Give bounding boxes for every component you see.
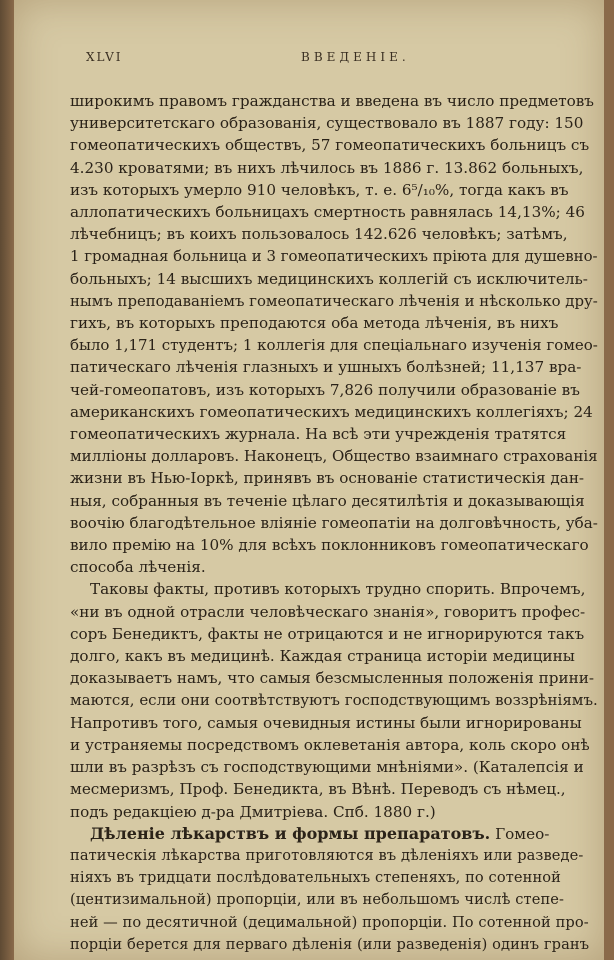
text-line: ніяхъ въ тридцати послѣдовательныхъ степеняхъ, по сотенной: [70, 869, 561, 887]
text-line: доказываетъ намъ, что самыя безсмысленныя положенія прини-: [70, 669, 594, 688]
text-line: воочію благодѣтельное вліяніе гомеопатіи на долговѣчность, уба-: [70, 513, 598, 532]
text-line: 1 громадная больница и 3 гомеопатическихъ пріюта для душевно-: [70, 247, 598, 266]
text-line: маются, если они соотвѣтствуютъ господствующимъ воззрѣніямъ.: [70, 691, 598, 710]
text-line: способа лѣченія.: [70, 558, 206, 577]
text-line: нымъ преподаваніемъ гомеопатическаго лѣченія и нѣсколько дру-: [70, 291, 598, 310]
text-line: гомеопатическихъ обществъ, 57 гомеопатическихъ больницъ съ: [70, 136, 590, 155]
page-number: XLVI: [86, 50, 123, 64]
section-heading-continuation: Гомео-: [495, 824, 550, 843]
paragraph-benedikt-quote: [70, 578, 598, 822]
text-line: американскихъ гомеопатическихъ медицинскихъ коллегіяхъ; 24: [70, 402, 593, 421]
text-line: жизни въ Нью-Іоркѣ, принявъ въ основаніе статистическія дан-: [70, 469, 585, 488]
text-line: подъ редакціею д-ра Дмитріева. Спб. 1880 г.): [70, 802, 436, 821]
text-line: месмеризмъ, Проф. Бенедикта, въ Вѣнѣ. Переводъ съ нѣмец.,: [70, 780, 566, 799]
text-line: долго, какъ въ медицинѣ. Каждая страница исторіи медицины: [70, 647, 575, 666]
page-binding-edge: [0, 0, 14, 960]
section-division-of-medicines: [70, 823, 598, 956]
text-line: гомеопатическихъ журнала. На всѣ эти учрежденія тратятся: [70, 425, 567, 444]
text-line: (центизимальной) пропорціи, или въ небольшомъ числѣ степе-: [70, 891, 565, 909]
text-line: шли въ разрѣзъ съ господствующими мнѣніями». (Каталепсія и: [70, 758, 584, 777]
text-line: аллопатическихъ больницахъ смертность равнялась 14,13%; 46: [70, 203, 585, 222]
paragraph-statistics: [70, 90, 598, 578]
text-line: изъ которыхъ умерло 910 человѣкъ, т. е. 6⁵/₁₀%, тогда какъ въ: [70, 180, 569, 199]
text-line: было 1,171 студентъ; 1 коллегія для спеціальнаго изученія гомео-: [70, 336, 598, 355]
text-line: лѣчебницъ; въ коихъ пользовалось 142.626 человѣкъ; затѣмъ,: [70, 225, 568, 244]
text-line: ней — по десятичной (децимальной) пропорціи. По сотенной про-: [70, 913, 589, 931]
text-line: больныхъ; 14 высшихъ медицинскихъ коллегій съ исключитель-: [70, 269, 588, 288]
text-line: Таковы факты, противъ которыхъ трудно спорить. Впрочемъ,: [90, 580, 586, 599]
text-line: и устраняемы посредствомъ оклеветанія автора, коль скоро онѣ: [70, 735, 590, 754]
text-line: вило премію на 10% для всѣхъ поклонниковъ гомеопатическаго: [70, 536, 589, 555]
running-title: ВВЕДЕНIЕ.: [301, 50, 410, 64]
section-heading: Дѣленіе лѣкарствъ и формы препаратовъ.: [90, 823, 491, 843]
text-line: чей-гомеопатовъ, изъ которыхъ 7,826 получили образованіе въ: [70, 380, 580, 399]
text-line: гихъ, въ которыхъ преподаются оба метода лѣченія, въ нихъ: [70, 314, 559, 333]
page-body: [70, 90, 598, 956]
section-heading-line: [70, 823, 598, 845]
text-line: университетскаго образованія, существовало въ 1887 году: 150: [70, 114, 584, 133]
text-line: порціи берется для перваго дѣленія (или разведенія) одинъ гранъ: [70, 935, 590, 953]
text-line: патическаго лѣченія глазныхъ и ушныхъ болѣзней; 11,137 вра-: [70, 358, 582, 377]
text-line: патическія лѣкарства приготовляются въ дѣленіяхъ или разведе-: [70, 846, 584, 864]
text-line: ныя, собранныя въ теченіе цѣлаго десятилѣтія и доказывающія: [70, 491, 585, 510]
running-header: [76, 50, 564, 70]
text-line: 4.230 кроватями; въ нихъ лѣчилось въ 1886 г. 13.862 больныхъ,: [70, 158, 584, 177]
text-line: широкимъ правомъ гражданства и введена въ число предметовъ: [70, 92, 594, 110]
text-line: «ни въ одной отрасли человѣческаго знанія», говоритъ профес-: [70, 602, 586, 621]
text-line: соръ Бенедиктъ, факты не отрицаются и не игнорируются такъ: [70, 624, 585, 643]
text-line: милліоны долларовъ. Наконецъ, Общество взаимнаго страхованія: [70, 447, 598, 466]
text-line: Напротивъ того, самыя очевидныя истины были игнорированы: [70, 713, 582, 732]
